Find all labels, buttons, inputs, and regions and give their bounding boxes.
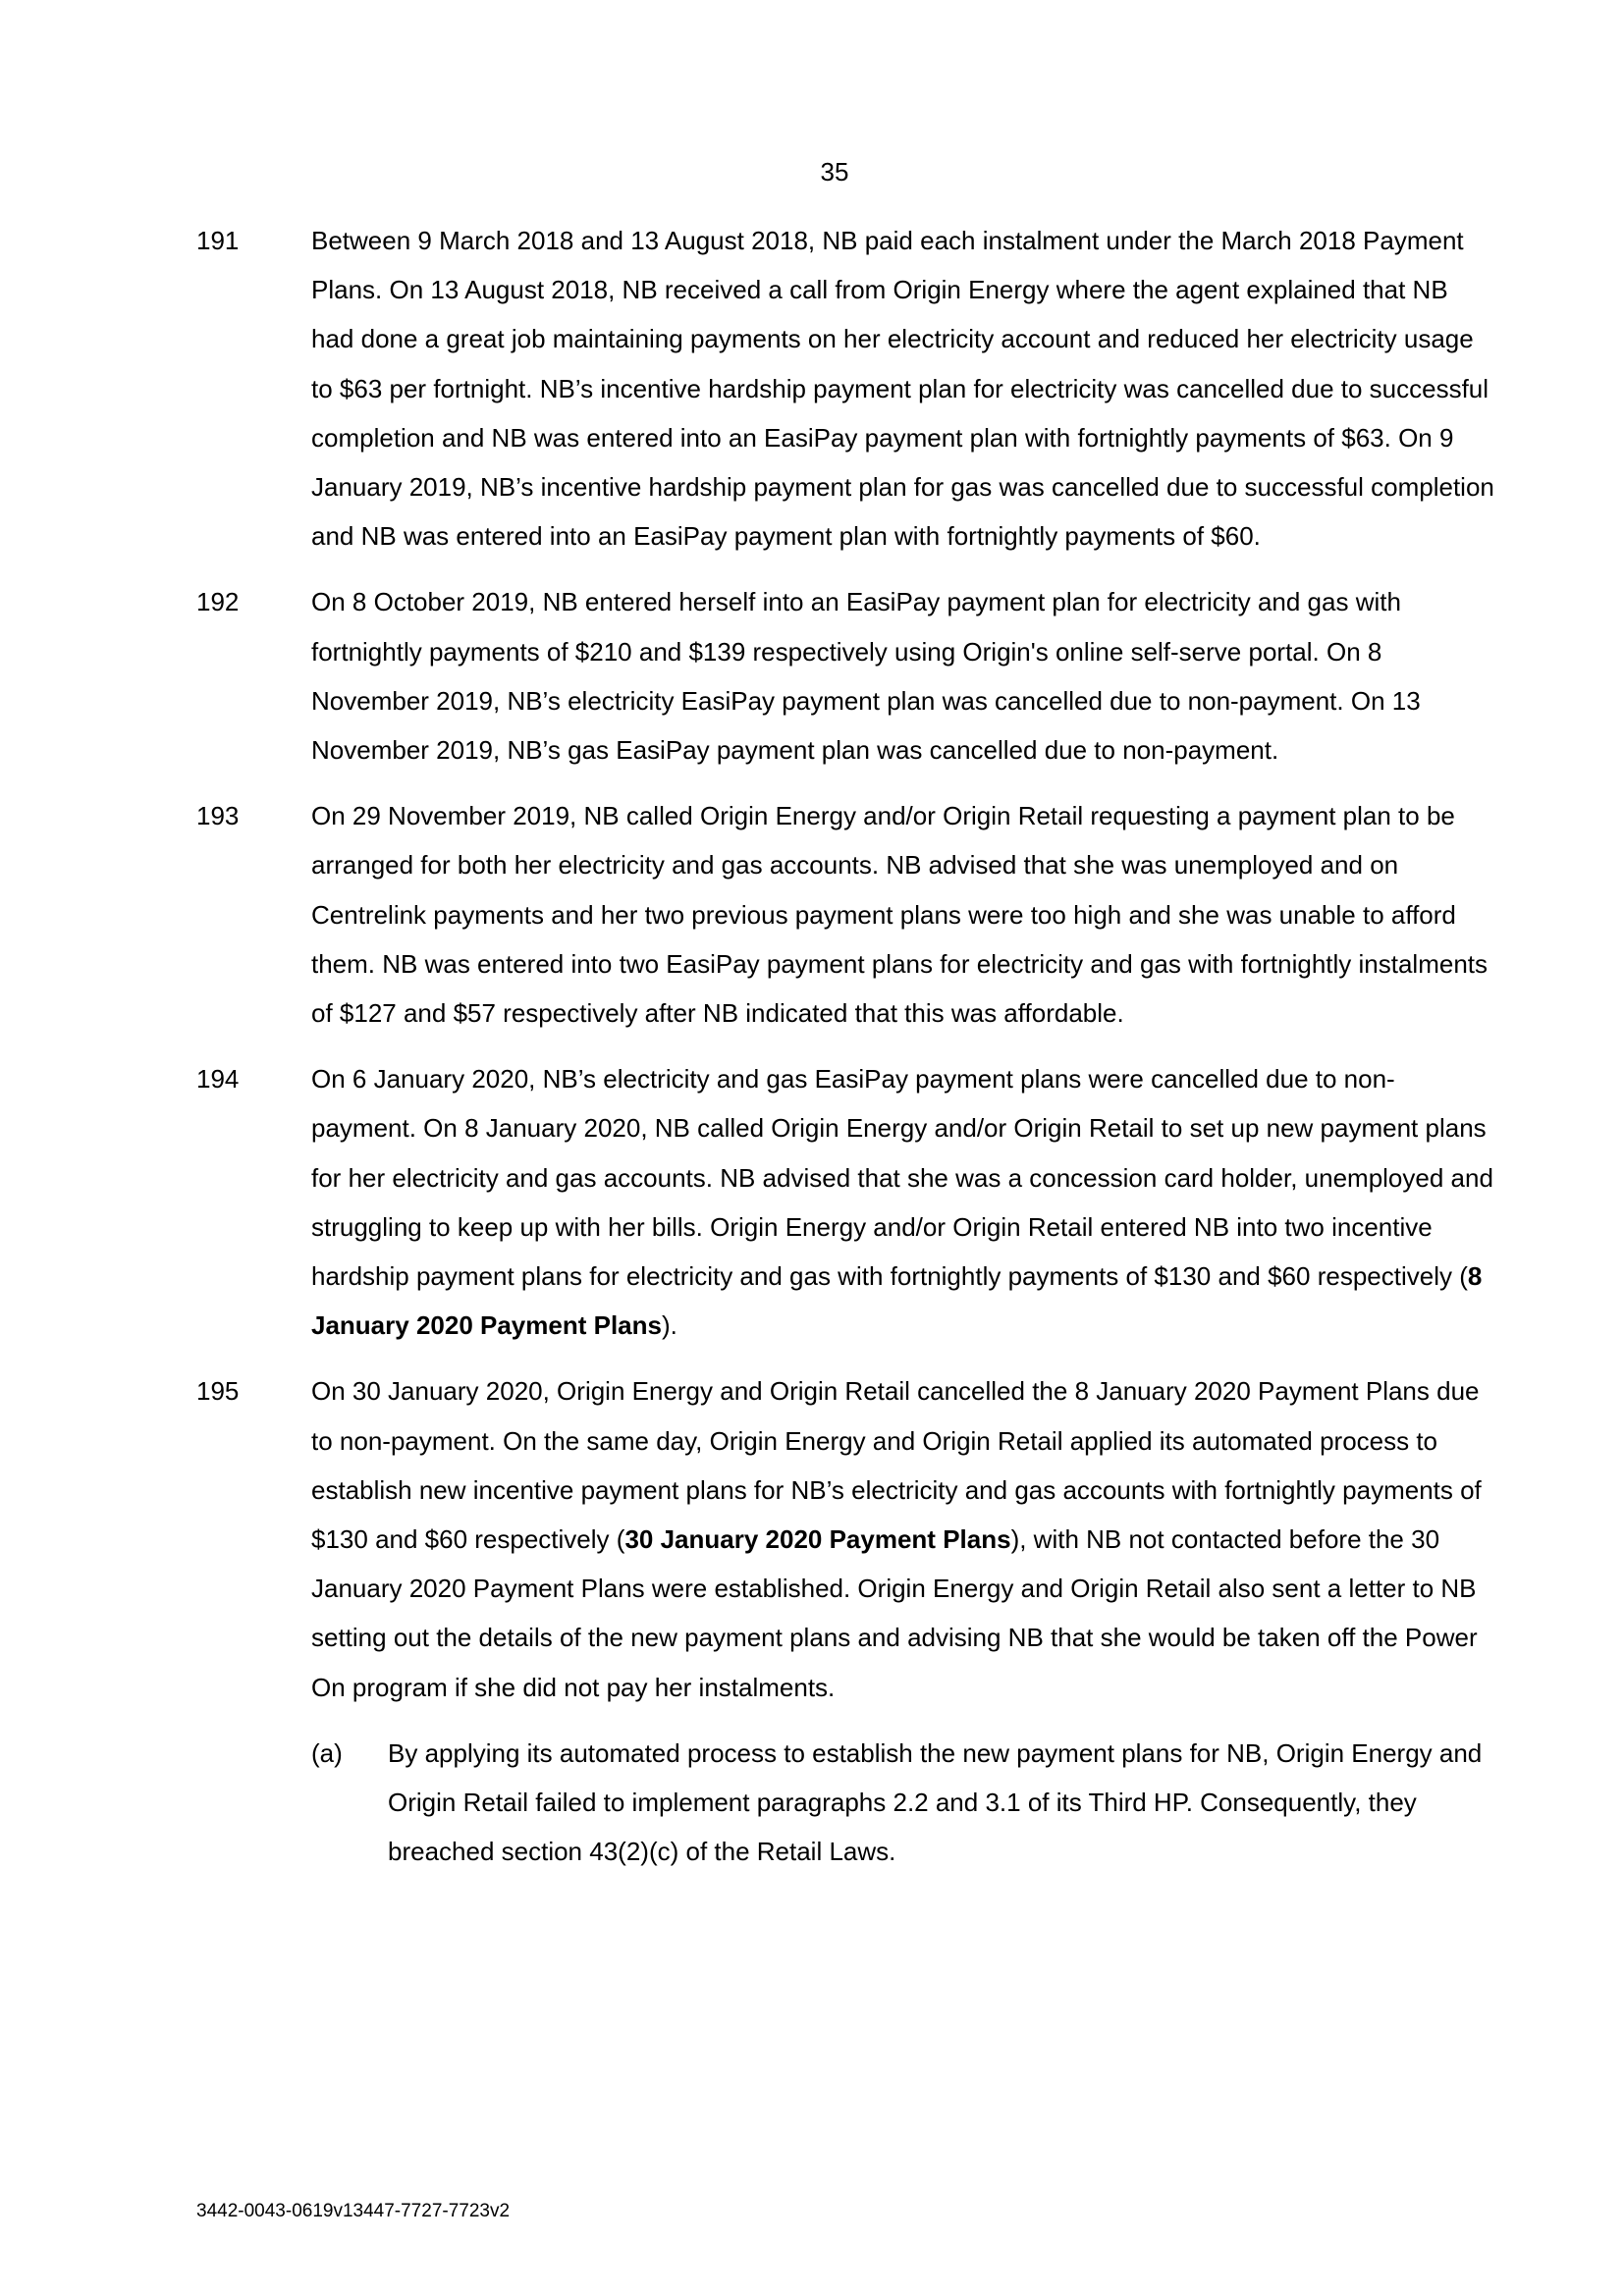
- paragraph-192: [196, 577, 1497, 774]
- document-reference-footer: 3442-0043-0619v13447-7727-7723v2: [196, 2201, 511, 2221]
- defined-term: 8 January 2020 Payment Plans: [311, 1261, 1483, 1341]
- paragraph-text-end: ).: [661, 1310, 677, 1341]
- paragraph-text-end: ), with NB not contacted before the 30 January 2020 Payment Plans were established. Origin Energy and Origin Retail also sent a letter to NB setting out the details of the new payment plans and advising NB that she would be taken off the Power On program if she did not pay her instalments.: [311, 1524, 1478, 1702]
- paragraph-193: [196, 791, 1497, 1038]
- sub-paragraph-text: By applying its automated process to establish the new payment plans for NB, Origin Energy and Origin Retail failed to implement paragraphs 2.2 and 3.1 of its Third HP. Consequently, they breached section 43(2)(c) of the Retail Laws.: [388, 1737, 1483, 1867]
- paragraph-number: 191: [196, 226, 240, 255]
- sub-paragraph-label: (a): [311, 1737, 343, 1768]
- sub-paragraph-a: [196, 1729, 1497, 1877]
- paragraph-195: [196, 1366, 1497, 1711]
- paragraph-number: 193: [196, 801, 240, 831]
- paragraph-text: On 29 November 2019, NB called Origin Energy and/or Origin Retail requesting a payment plan to be arranged for both her electricity and gas accounts. NB advised that she was unemployed and on Centrelink payments and her two previous payment plans were too high and she was unable to afford them. NB was entered into two EasiPay payment plans for electricity and gas with fortnightly instalments of $127 and $57 respectively after NB indicated that this was affordable.: [311, 801, 1489, 1029]
- paragraph-number: 195: [196, 1376, 240, 1407]
- paragraph-number: 194: [196, 1064, 240, 1095]
- defined-term: 30 January 2020 Payment Plans: [624, 1524, 1011, 1555]
- paragraph-text: Between 9 March 2018 and 13 August 2018, NB paid each instalment under the March 2018 Payment Plans. On 13 August 2018, NB received a call from Origin Energy where the agent explained that NB had done a great job maintaining payments on her electricity account and reduced her electricity usage to $63 per fortnight. NB’s incentive hardship payment plan for electricity was cancelled due to successful completion and NB was entered into an EasiPay payment plan with fortnightly payments of $63. On 9 January 2019, NB’s incentive hardship payment plan for gas was cancelled due to successful completion and NB was entered into an EasiPay payment plan with fortnightly payments of $60.: [311, 226, 1494, 552]
- document-body: [196, 216, 1497, 1877]
- paragraph-text: On 8 October 2019, NB entered herself into an EasiPay payment plan for electricity and gas with fortnightly payments of $210 and $139 respectively using Origin's online self-serve portal. On 8 November 2019, NB’s electricity EasiPay payment plan was cancelled due to non-payment. On 13 November 2019, NB’s gas EasiPay payment plan was cancelled due to non-payment.: [311, 587, 1421, 766]
- paragraph-number: 192: [196, 587, 240, 617]
- paragraph-text: [311, 1366, 1497, 1711]
- page-number: 35: [820, 157, 849, 187]
- paragraph-194: [196, 1054, 1497, 1350]
- paragraph-text: [311, 1054, 1497, 1350]
- paragraph-text-start: On 6 January 2020, NB’s electricity and gas EasiPay payment plans were cancelled due to non-payment. On 8 January 2020, NB called Origin Energy and/or Origin Retail to set up new payment plans for her electricity and gas accounts. NB advised that she was a concession card holder, unemployed and struggling to keep up with her bills. Origin Energy and/or Origin Retail entered NB into two incentive hardship payment plans for electricity and gas with fortnightly payments of $130 and $60 respectively (: [311, 1064, 1493, 1292]
- paragraph-text-start: On 30 January 2020, Origin Energy and Origin Retail cancelled the 8 January 2020 Payment Plans due to non-payment. On the same day, Origin Energy and Origin Retail applied its automated process to establish new incentive payment plans for NB’s electricity and gas accounts with fortnightly payments of $130 and $60 respectively (: [311, 1376, 1482, 1555]
- paragraph-191: [196, 216, 1497, 561]
